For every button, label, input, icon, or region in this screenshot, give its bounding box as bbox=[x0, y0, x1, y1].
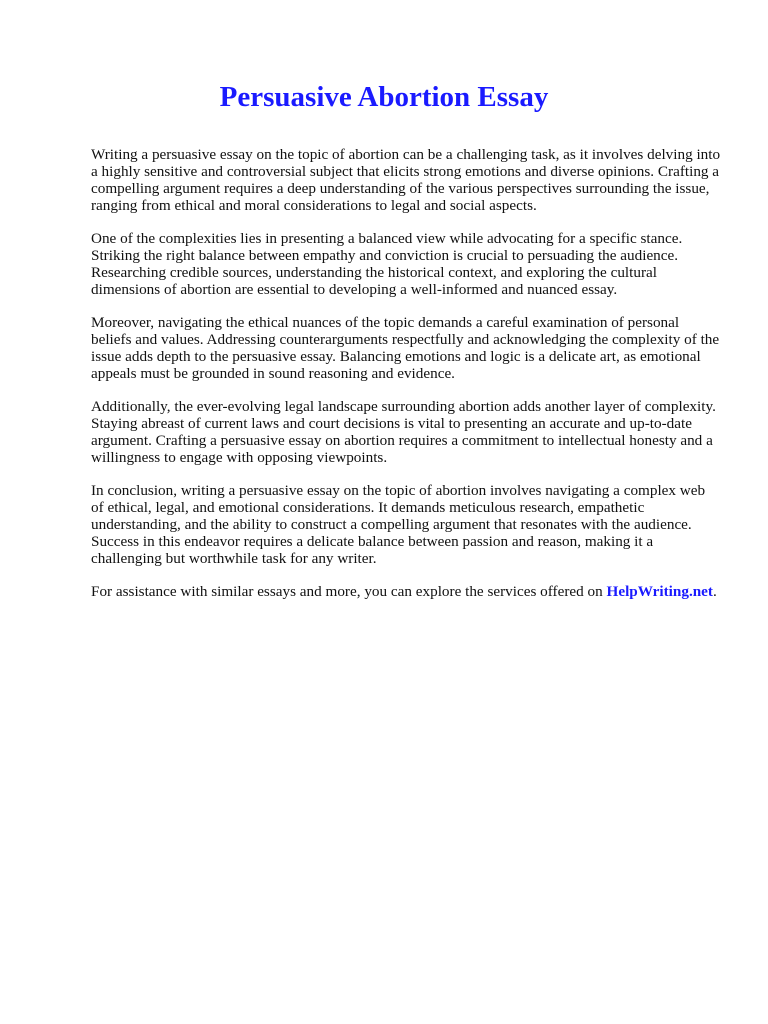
paragraph-3: Moreover, navigating the ethical nuances of the topic demands a careful examination of personal beliefs and values. Addressing counterarguments respectfully and acknowledging the complexity of the issue adds depth to the persuasive essay. Balancing emotions and logic is a delicate art, as emotional appeals must be grounded in sound reasoning and evidence. bbox=[91, 314, 720, 382]
document-title: Persuasive Abortion Essay bbox=[219, 81, 549, 113]
document-body bbox=[91, 146, 721, 616]
closing-text: For assistance with similar essays and more, you can explore the services offered on bbox=[91, 583, 607, 600]
paragraph-4: Additionally, the ever-evolving legal landscape surrounding abortion adds another layer of complexity. Staying abreast of current laws and court decisions is vital to presenting an accurate and up-to-date argument. Crafting a persuasive essay on abortion requires a commitment to intellectual honesty and a willingness to engage with opposing viewpoints. bbox=[91, 398, 716, 466]
closing-period: . bbox=[713, 583, 717, 600]
paragraph-5: In conclusion, writing a persuasive essay on the topic of abortion involves navigating a complex web of ethical, legal, and emotional considerations. It demands meticulous research, empathetic understanding, and the ability to construct a compelling argument that resonates with the audience. Success in this endeavor requires a delicate balance between passion and reason, making it a challenging but worthwhile task for any writer. bbox=[91, 482, 706, 567]
paragraph-2: One of the complexities lies in presenting a balanced view while advocating for a specific stance. Striking the right balance between empathy and conviction is crucial to persuading the audience. Researching credible sources, understanding the historical context, and exploring the cultural dimensions of abortion are essential to developing a well-informed and nuanced essay. bbox=[91, 230, 683, 298]
helpwriting-link[interactable]: HelpWriting.net bbox=[606, 583, 713, 600]
paragraph-1: Writing a persuasive essay on the topic of abortion can be a challenging task, as it involves delving into a highly sensitive and controversial subject that elicits strong emotions and diverse opinions. Crafting a compelling argument requires a deep understanding of the various perspectives surrounding the issue, ranging from ethical and moral considerations to legal and social aspects. bbox=[91, 146, 721, 214]
closing-paragraph bbox=[91, 583, 721, 600]
